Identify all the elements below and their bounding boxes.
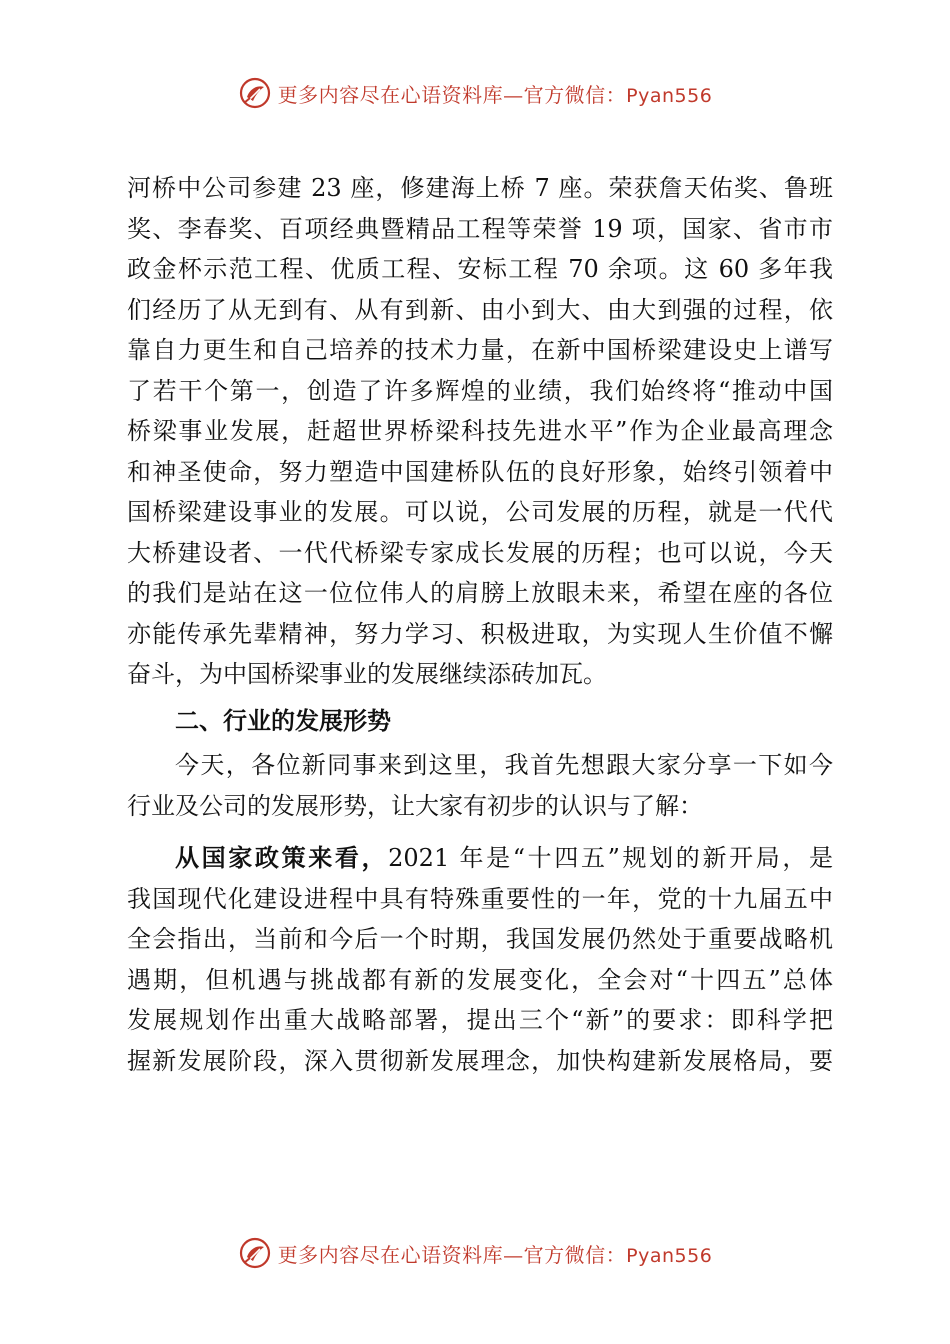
header-watermark [0,73,950,113]
text-line [127,838,833,879]
paragraph-intro [127,745,833,826]
footer-watermark [0,1233,950,1273]
paragraph-company-history [127,168,833,695]
text-line: 行业及公司的发展形势，让大家有初步的认识与了解： [127,791,703,820]
section-heading: 二、行业的发展形势 [175,706,391,735]
watermark-text: 更多内容尽在心语资料库—官方微信：Pyan556 [277,1242,713,1267]
text-line: 政金杯示范工程、优质工程、安标工程 70 余项。这 60 多年我 [127,255,833,283]
paragraph-national-policy [127,838,833,1081]
logo-icon [238,76,272,110]
text-line: 握新发展阶段，深入贯彻新发展理念，加快构建新发展格局，要 [127,1046,833,1075]
text-line: 全会指出，当前和今后一个时期，我国发展仍然处于重要战略机 [127,925,833,953]
text-line: 奋斗，为中国桥梁事业的发展继续添砖加瓦。 [127,660,607,688]
text-line: 我国现代化建设进程中具有特殊重要性的一年，党的十九届五中 [127,884,833,913]
bold-lead-phrase: 从国家政策来看， [175,844,389,872]
text-span: 2021 年是“十四五”规划的新开局，是 [388,844,834,872]
text-line: 靠自力更生和自己培养的技术力量，在新中国桥梁建设史上谱写 [127,336,833,364]
document-body [127,168,833,1081]
text-line: 亦能传承先辈精神，努力学习、积极进取，为实现人生价值不懈 [127,619,833,648]
text-line: 桥梁事业发展，赶超世界桥梁科技先进水平”作为企业最高理念 [127,417,833,445]
text-line: 们经历了从无到有、从有到新、由小到大、由大到强的过程，依 [127,295,833,324]
text-line: 了若干个第一，创造了许多辉煌的业绩，我们始终将“推动中国 [127,376,833,405]
text-line: 国桥梁建设事业的发展。可以说，公司发展的历程，就是一代代 [127,498,833,526]
text-line: 发展规划作出重大战略部署，提出三个“新”的要求：即科学把 [127,1006,833,1034]
text-line: 的我们是站在这一位位伟人的肩膀上放眼未来，希望在座的各位 [127,579,833,607]
text-line: 大桥建设者、一代代桥梁专家成长发展的历程；也可以说，今天 [127,538,833,567]
text-line: 遇期，但机遇与挑战都有新的发展变化，全会对“十四五”总体 [127,965,833,994]
watermark-text: 更多内容尽在心语资料库—官方微信：Pyan556 [277,82,713,107]
logo-icon [238,1236,272,1270]
text-line: 奖、李春奖、百项经典暨精品工程等荣誉 19 项，国家、省市市 [127,214,833,243]
text-line: 河桥中公司参建 23 座，修建海上桥 7 座。荣获詹天佑奖、鲁班 [127,174,833,202]
text-line: 和神圣使命，努力塑造中国建桥队伍的良好形象，始终引领着中 [127,457,833,486]
text-line: 今天，各位新同事来到这里，我首先想跟大家分享一下如今 [175,751,833,779]
